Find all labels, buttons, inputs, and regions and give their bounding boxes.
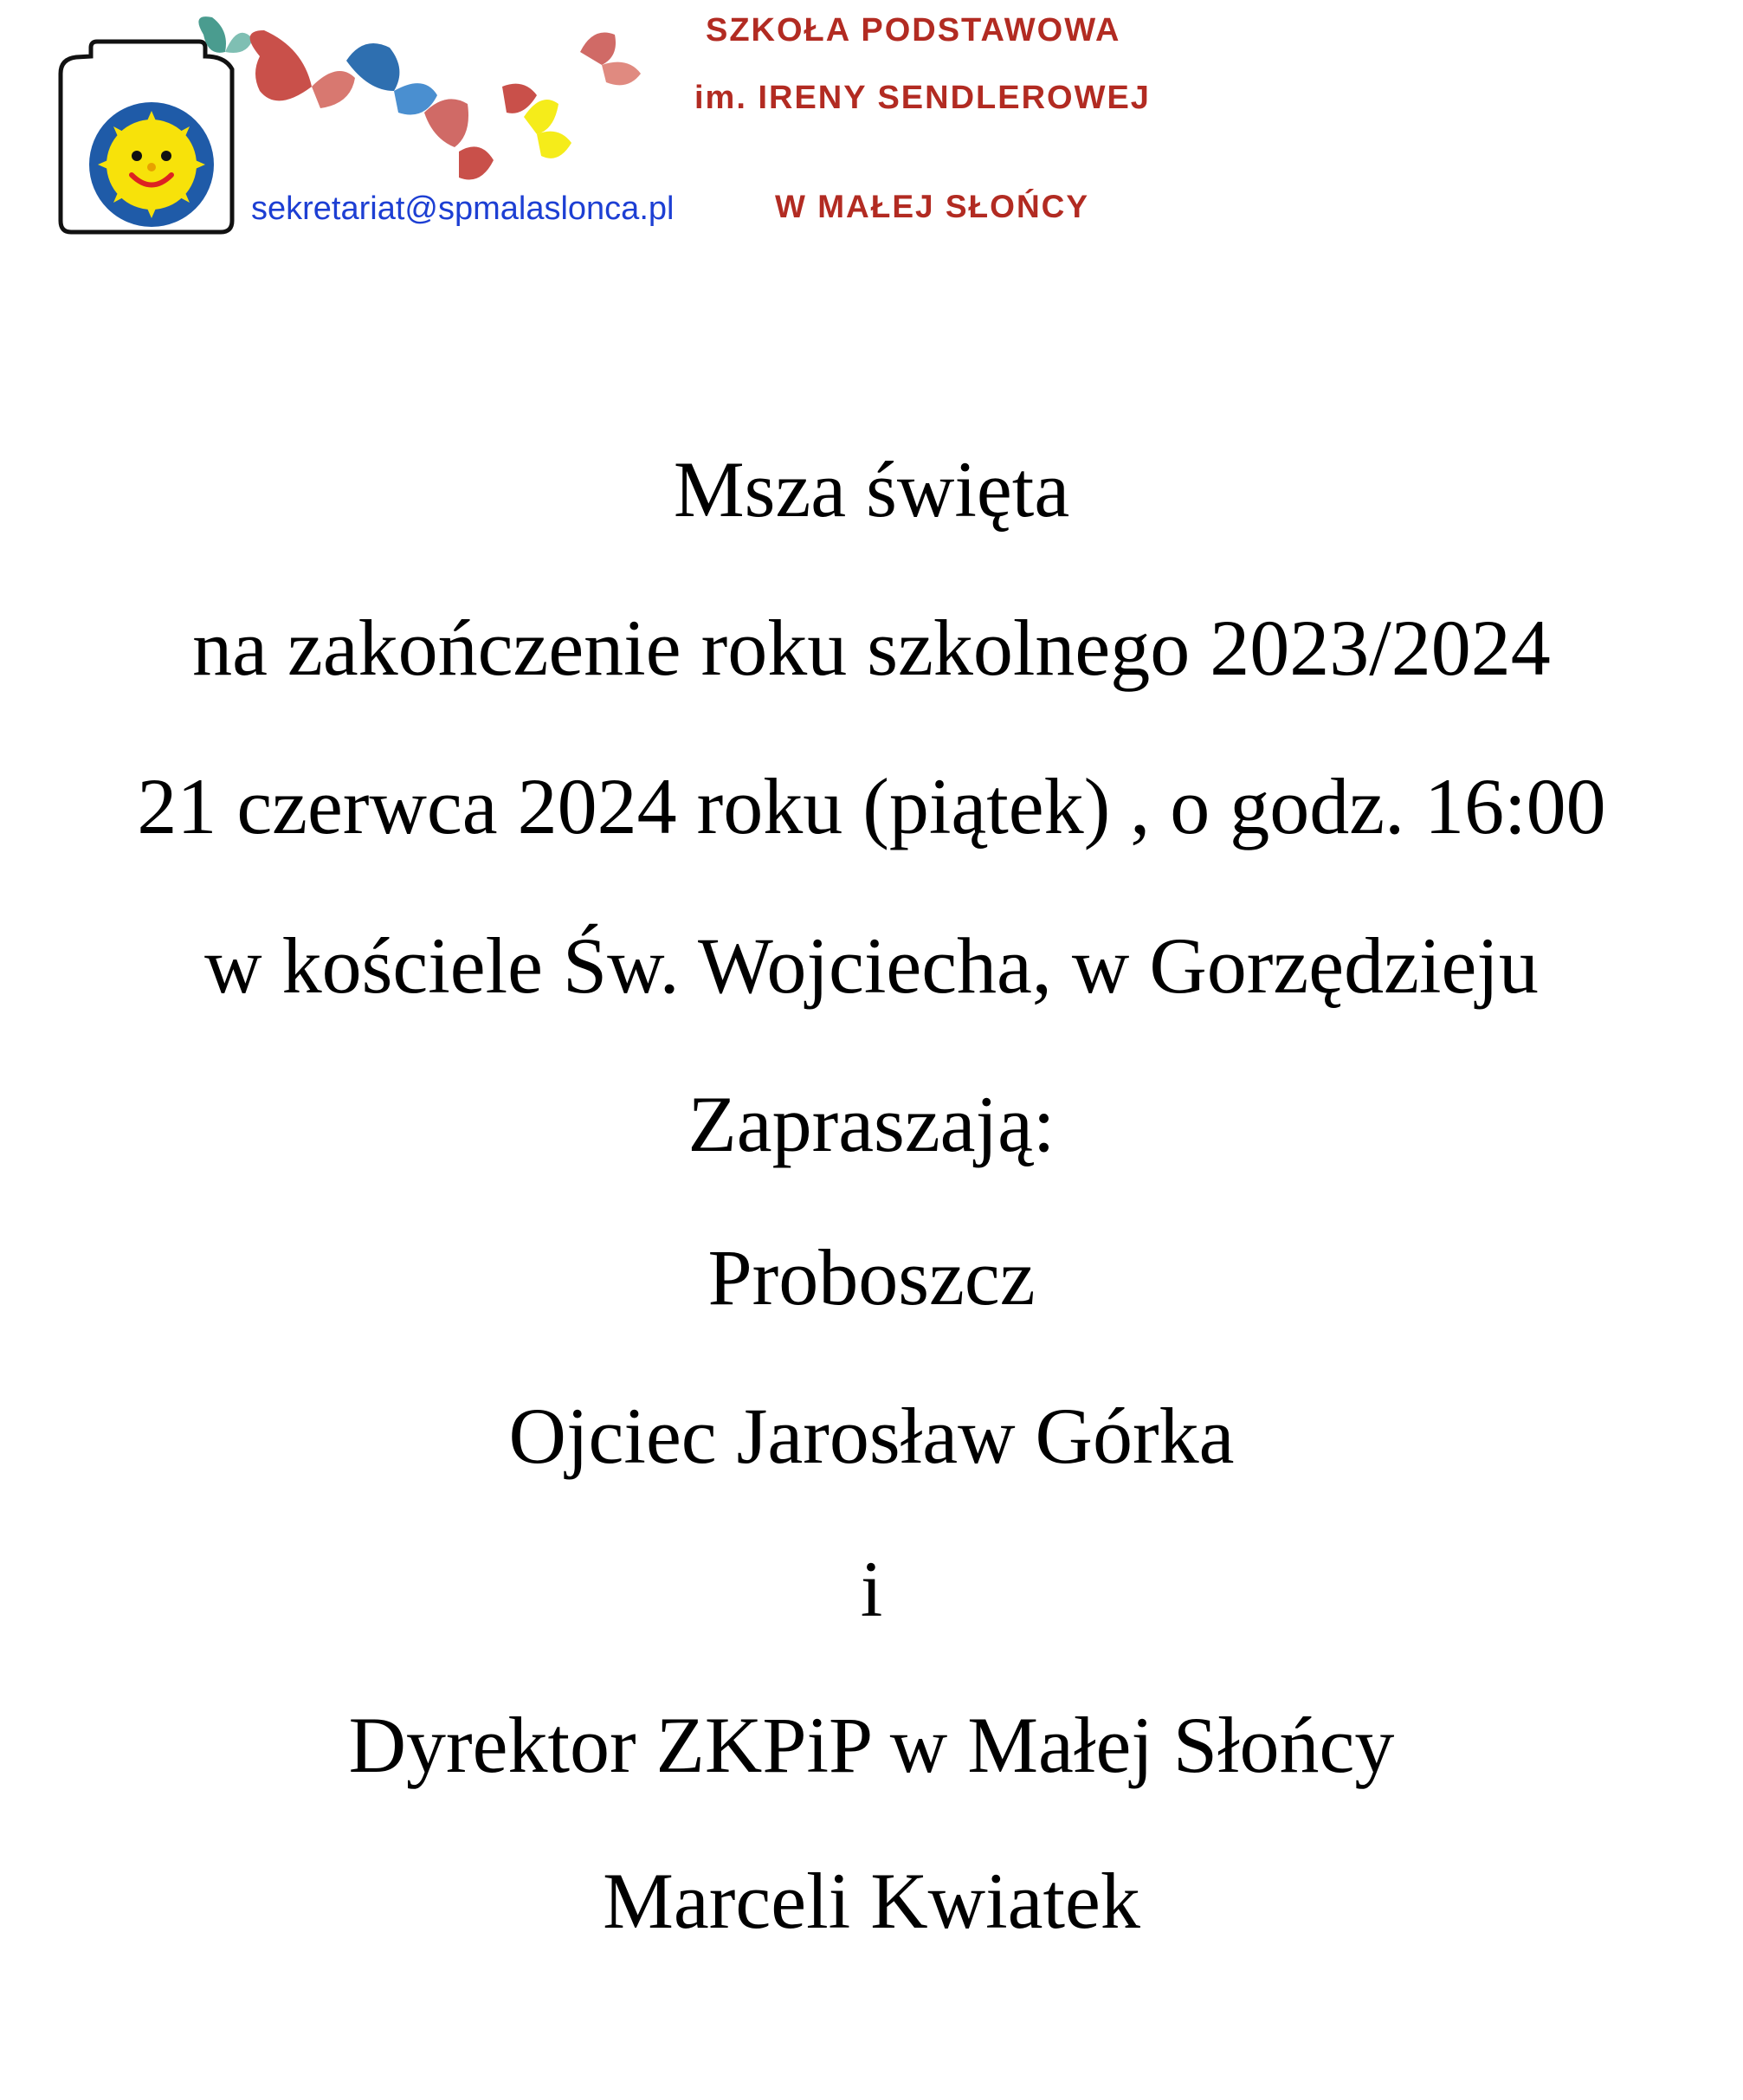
invite-label: Zapraszają: [688,1080,1055,1168]
place: w kościele Św. Wojciecha, w Gorzędzieju [204,921,1539,1010]
butterflies-icon [198,16,641,179]
school-name-line1: SZKOŁA PODSTAWOWA [706,12,1121,48]
conjunction: i [860,1545,883,1633]
email-address[interactable]: sekretariat@spmalaslonca.pl [251,191,675,227]
school-name-line2: im. IRENY SENDLEROWEJ [694,80,1151,116]
school-name-line3: W MAŁEJ SŁOŃCY [775,189,1090,224]
letterhead [0,0,1743,260]
host1-name: Ojciec Jarosław Górka [508,1392,1235,1480]
occasion: na zakończenie roku szkolnego 2023/2024 [192,604,1551,692]
sun-logo-icon [61,42,232,232]
host2-name: Marceli Kwiatek [603,1857,1140,1945]
host2-role: Dyrektor ZKPiP w Małej Słońcy [348,1701,1395,1789]
mass-title: Msza święta [673,445,1070,533]
date-time: 21 czerwca 2024 roku (piątek) , o godz. 16:00 [137,762,1606,850]
host1-role: Proboszcz [707,1233,1036,1321]
